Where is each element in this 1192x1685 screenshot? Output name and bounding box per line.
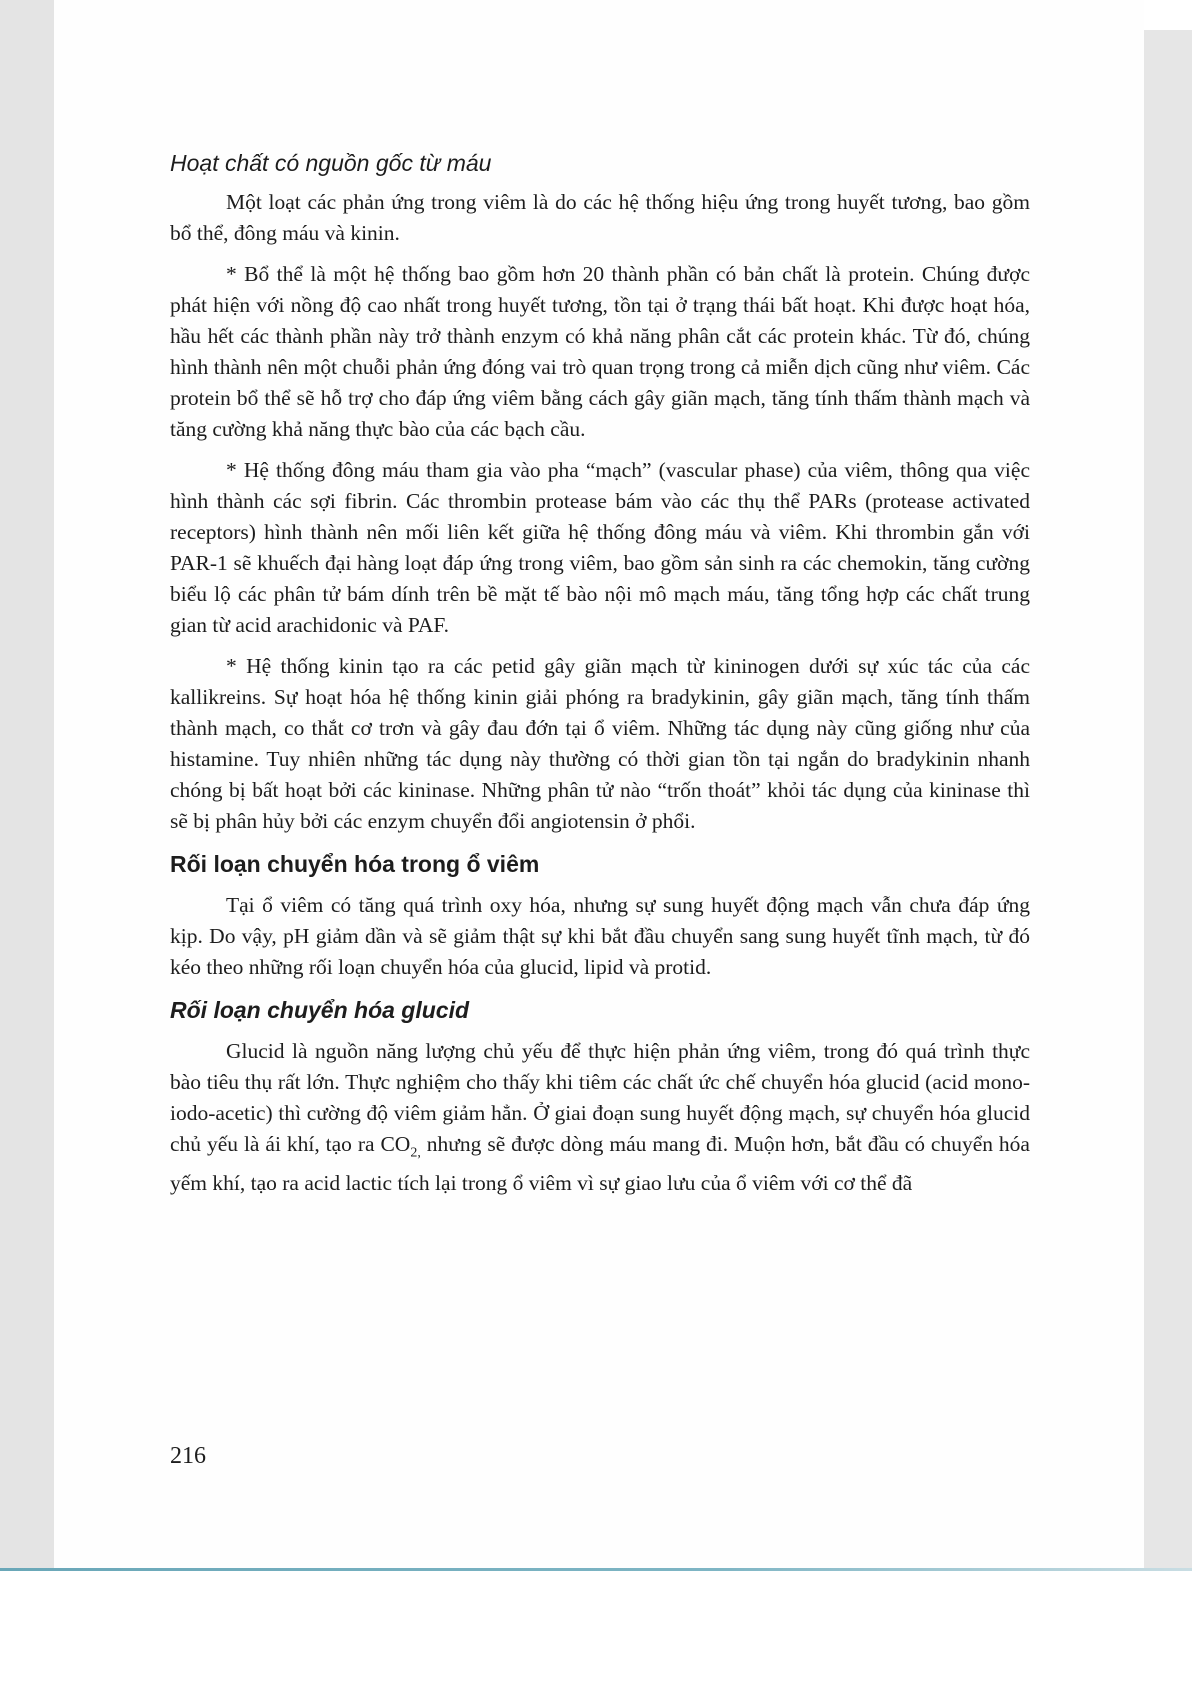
paragraph: * Hệ thống kinin tạo ra các petid gây giãn mạch từ kininogen dưới sự xúc tác của các kallikreins. Sự hoạt hóa hệ thống kinin giải phóng ra bradykinin, gây giãn mạch, tăng tính thấm thành mạch, co thắt cơ trơn và gây đau đớn tại ổ viêm. Những tác dụng này cũng giống như của histamine. Tuy nhiên những tác dụng này thường có thời gian tồn tại ngắn do bradykinin nhanh chóng bị bất hoạt bởi các kininase. Những phân tử nào “trốn thoát” khỏi tác dụng của kininase thì sẽ bị phân hủy bởi các enzym chuyển đổi angiotensin ở phổi. — [170, 654, 1030, 833]
paragraph: Một loạt các phản ứng trong viêm là do các hệ thống hiệu ứng trong huyết tương, bao gồm bổ thể, đông máu và kinin. — [170, 190, 1030, 245]
section-heading-blood: Hoạt chất có nguồn gốc từ máu — [170, 150, 492, 176]
paragraph: * Bổ thể là một hệ thống bao gồm hơn 20 thành phần có bản chất là protein. Chúng được phát hiện với nồng độ cao nhất trong huyết tương, tồn tại ở trạng thái bất hoạt. Khi được hoạt hóa, hầu hết các thành phần này trở thành enzym có khả năng phân cắt các protein khác. Từ đó, chúng hình thành nên một chuỗi phản ứng đóng vai trò quan trọng trong cả miễn dịch cũng như viêm. Các protein bổ thể sẽ hỗ trợ cho đáp ứng viêm bằng cách gây giãn mạch, tăng tính thấm thành mạch và tăng cường khả năng thực bào của các bạch cầu. — [170, 262, 1030, 441]
scan-bottom-edge — [0, 1568, 1192, 1571]
page-content — [170, 148, 1030, 1209]
scan-left-margin — [0, 0, 54, 1570]
scan-right-margin — [1144, 30, 1192, 1570]
text-run: nhưng sẽ được dòng máu mang đi. Muộn hơn, bắt đầu có chuyển hóa yếm khí, tạo ra acid lactic tích lại trong ổ viêm vì sự giao lưu của ổ viêm với cơ thể đã — [170, 1132, 1030, 1196]
text-run: Glucid là nguồn năng lượng chủ yếu để thực hiện phản ứng viêm, trong đó quá trình thực bào tiêu thụ rất lớn. Thực nghiệm cho thấy khi tiêm các chất ức chế chuyển hóa glucid (acid mono-iodo-acetic) thì cường độ viêm giảm hẳn. Ở giai đoạn sung huyết động mạch, sự chuyển hóa glucid chủ yếu là ái khí, tạo ra CO — [170, 1039, 1030, 1156]
paragraph-glucid — [170, 1036, 1030, 1199]
subscript: 2, — [410, 1145, 421, 1161]
section-heading-metabolism: Rối loạn chuyển hóa trong ổ viêm — [170, 851, 540, 877]
paragraph: * Hệ thống đông máu tham gia vào pha “mạch” (vascular phase) của viêm, thông qua việc hình thành các sợi fibrin. Các thrombin protease bám vào các thụ thể PARs (protease activated receptors) hình thành nên mối liên kết giữa hệ thống đông máu và viêm. Khi thrombin gắn với PAR-1 sẽ khuếch đại hàng loạt đáp ứng trong viêm, bao gồm sản sinh ra các chemokin, tăng cường biểu lộ các phân tử bám dính trên bề mặt tế bào nội mô mạch máu, tăng tổng hợp các chất trung gian từ acid arachidonic và PAF. — [170, 458, 1030, 637]
page-number: 216 — [170, 1443, 206, 1469]
paragraph: Tại ổ viêm có tăng quá trình oxy hóa, nhưng sự sung huyết động mạch vẫn chưa đáp ứng kịp. Do vậy, pH giảm dần và sẽ giảm thật sự khi bắt đầu chuyển sang sung huyết tĩnh mạch, từ đó kéo theo những rối loạn chuyển hóa của glucid, lipid và protid. — [170, 893, 1030, 979]
section-heading-glucid: Rối loạn chuyển hóa glucid — [170, 997, 470, 1023]
